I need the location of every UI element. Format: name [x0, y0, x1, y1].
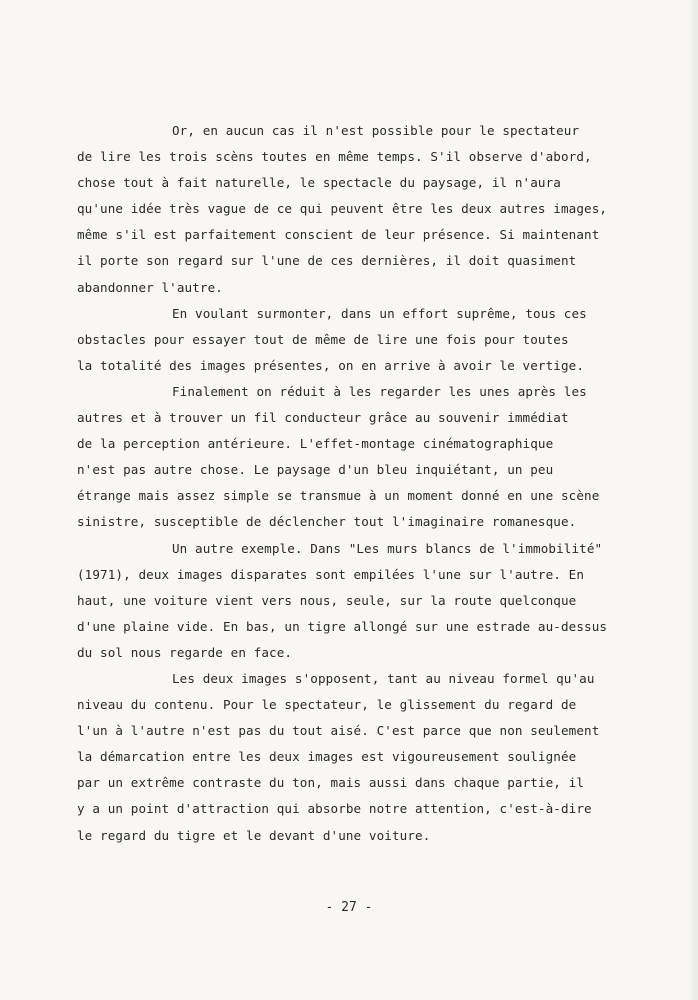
text-line: sinistre, susceptible de déclencher tout l'imaginaire romanesque.: [77, 514, 577, 530]
text-line: En voulant surmonter, dans un effort suprême, tous ces: [172, 305, 587, 321]
text-line: y a un point d'attraction qui absorbe notre attention, c'est-à-dire: [77, 801, 592, 817]
text-line: le regard du tigre et le devant d'une voiture.: [77, 827, 431, 843]
text-line: Un autre exemple. Dans "Les murs blancs de l'immobilité": [172, 540, 603, 556]
text-line: la démarcation entre les deux images est vigoureusement soulignée: [77, 749, 577, 765]
text-line: niveau du contenu. Pour le spectateur, le glissement du regard de: [77, 697, 577, 713]
text-line: d'une plaine vide. En bas, un tigre allongé sur une estrade au-dessus: [77, 618, 608, 634]
text-line: étrange mais assez simple se transmue à un moment donné en une scène: [77, 488, 600, 504]
text-line: par un extrême contraste du ton, mais aussi dans chaque partie, il: [77, 775, 585, 791]
text-line: de lire les trois scèns toutes en même temps. S'il observe d'abord,: [77, 149, 592, 165]
text-line: n'est pas autre chose. Le paysage d'un bleu inquiétant, un peu: [77, 462, 554, 478]
page-number: - 27 -: [325, 900, 373, 915]
text-line: haut, une voiture vient vers nous, seule, sur la route quelconque: [77, 592, 577, 608]
text-line: il porte son regard sur l'une de ces dernières, il doit quasiment: [77, 253, 577, 269]
text-line: qu'une idée très vague de ce qui peuvent être les deux autres images,: [77, 201, 608, 217]
body-text: [77, 118, 637, 849]
text-line: l'un à l'autre n'est pas du tout aisé. C'est parce que non seulement: [77, 723, 600, 739]
text-line: chose tout à fait naturelle, le spectacle du paysage, il n'aura: [77, 175, 561, 191]
text-line: la totalité des images présentes, on en arrive à avoir le vertige.: [77, 357, 585, 373]
text-line: Or, en aucun cas il n'est possible pour le spectateur: [172, 123, 580, 138]
text-line: du sol nous regarde en face.: [77, 644, 293, 660]
text-line: (1971), deux images disparates sont empilées l'une sur l'autre. En: [77, 566, 585, 582]
text-line: même s'il est parfaitement conscient de leur présence. Si maintenant: [77, 227, 600, 243]
text-line: Les deux images s'opposent, tant au niveau formel qu'au: [172, 670, 595, 686]
text-line: abandonner l'autre.: [77, 279, 223, 295]
text-line: obstacles pour essayer tout de même de lire une fois pour toutes: [77, 331, 569, 347]
text-line: autres et à trouver un fil conducteur grâce au souvenir immédiat: [77, 410, 569, 426]
text-line: de la perception antérieure. L'effet-montage cinématographique: [77, 436, 554, 452]
scan-edge-shadow: [688, 0, 698, 1000]
text-line: Finalement on réduit à les regarder les unes après les: [172, 383, 587, 399]
